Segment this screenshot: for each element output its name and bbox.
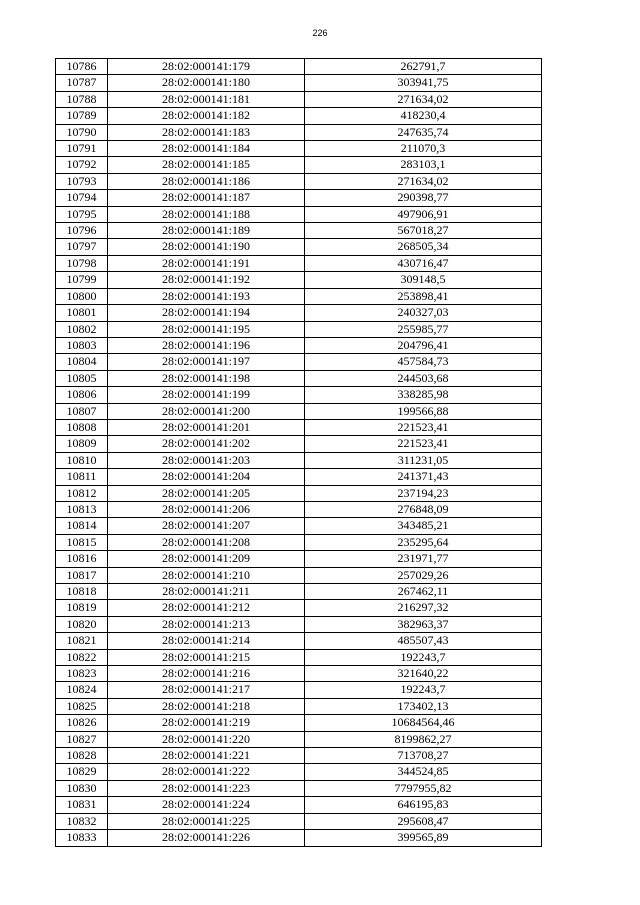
- row-number-cell: 10813: [56, 501, 108, 517]
- table-row: [56, 288, 542, 304]
- value-cell: 192243,7: [305, 682, 542, 698]
- table-row: [56, 534, 542, 550]
- value-cell: 7797955,82: [305, 780, 542, 796]
- cadastral-number-cell: 28:02:000141:204: [108, 469, 305, 485]
- cadastral-number-cell: 28:02:000141:187: [108, 190, 305, 206]
- row-number-cell: 10786: [56, 59, 108, 75]
- value-cell: 211070,3: [305, 141, 542, 157]
- row-number-cell: 10799: [56, 272, 108, 288]
- table-row: [56, 616, 542, 632]
- row-number-cell: 10807: [56, 403, 108, 419]
- table-row: [56, 337, 542, 353]
- table-row: [56, 436, 542, 452]
- cadastral-number-cell: 28:02:000141:213: [108, 616, 305, 632]
- value-cell: 235295,64: [305, 534, 542, 550]
- cadastral-number-cell: 28:02:000141:223: [108, 780, 305, 796]
- cadastral-number-cell: 28:02:000141:195: [108, 321, 305, 337]
- value-cell: 221523,41: [305, 419, 542, 435]
- value-cell: 257029,26: [305, 567, 542, 583]
- cadastral-table: [55, 58, 542, 847]
- table-row: [56, 124, 542, 140]
- cadastral-number-cell: 28:02:000141:182: [108, 108, 305, 124]
- value-cell: 485507,43: [305, 633, 542, 649]
- table-row: [56, 108, 542, 124]
- table-row: [56, 633, 542, 649]
- value-cell: 344524,85: [305, 764, 542, 780]
- value-cell: 241371,43: [305, 469, 542, 485]
- row-number-cell: 10819: [56, 600, 108, 616]
- cadastral-number-cell: 28:02:000141:202: [108, 436, 305, 452]
- cadastral-number-cell: 28:02:000141:185: [108, 157, 305, 173]
- cadastral-number-cell: 28:02:000141:190: [108, 239, 305, 255]
- table-row: [56, 731, 542, 747]
- cadastral-number-cell: 28:02:000141:206: [108, 501, 305, 517]
- value-cell: 173402,13: [305, 698, 542, 714]
- cadastral-number-cell: 28:02:000141:205: [108, 485, 305, 501]
- table-row: [56, 75, 542, 91]
- table-row: [56, 321, 542, 337]
- cadastral-number-cell: 28:02:000141:217: [108, 682, 305, 698]
- value-cell: 382963,37: [305, 616, 542, 632]
- table-row: [56, 764, 542, 780]
- value-cell: 231971,77: [305, 551, 542, 567]
- row-number-cell: 10828: [56, 748, 108, 764]
- cadastral-number-cell: 28:02:000141:211: [108, 584, 305, 600]
- value-cell: 303941,75: [305, 75, 542, 91]
- cadastral-number-cell: 28:02:000141:209: [108, 551, 305, 567]
- value-cell: 244503,68: [305, 370, 542, 386]
- table-row: [56, 682, 542, 698]
- cadastral-number-cell: 28:02:000141:201: [108, 419, 305, 435]
- table-row: [56, 59, 542, 75]
- value-cell: 10684564,46: [305, 715, 542, 731]
- cadastral-number-cell: 28:02:000141:198: [108, 370, 305, 386]
- table-row: [56, 370, 542, 386]
- cadastral-number-cell: 28:02:000141:193: [108, 288, 305, 304]
- cadastral-number-cell: 28:02:000141:208: [108, 534, 305, 550]
- cadastral-number-cell: 28:02:000141:189: [108, 223, 305, 239]
- table-row: [56, 649, 542, 665]
- table-row: [56, 157, 542, 173]
- value-cell: 311231,05: [305, 452, 542, 468]
- value-cell: 267462,11: [305, 584, 542, 600]
- cadastral-number-cell: 28:02:000141:226: [108, 830, 305, 846]
- value-cell: 713708,27: [305, 748, 542, 764]
- value-cell: 255985,77: [305, 321, 542, 337]
- table-row: [56, 666, 542, 682]
- cadastral-number-cell: 28:02:000141:196: [108, 337, 305, 353]
- value-cell: 247635,74: [305, 124, 542, 140]
- cadastral-number-cell: 28:02:000141:180: [108, 75, 305, 91]
- row-number-cell: 10788: [56, 91, 108, 107]
- table-row: [56, 91, 542, 107]
- row-number-cell: 10824: [56, 682, 108, 698]
- cadastral-number-cell: 28:02:000141:184: [108, 141, 305, 157]
- cadastral-number-cell: 28:02:000141:218: [108, 698, 305, 714]
- value-cell: 221523,41: [305, 436, 542, 452]
- cadastral-number-cell: 28:02:000141:186: [108, 173, 305, 189]
- value-cell: 271634,02: [305, 173, 542, 189]
- table-row: [56, 501, 542, 517]
- value-cell: 457584,73: [305, 354, 542, 370]
- row-number-cell: 10808: [56, 419, 108, 435]
- cadastral-number-cell: 28:02:000141:179: [108, 59, 305, 75]
- table-row: [56, 518, 542, 534]
- value-cell: 567018,27: [305, 223, 542, 239]
- row-number-cell: 10829: [56, 764, 108, 780]
- value-cell: 290398,77: [305, 190, 542, 206]
- cadastral-number-cell: 28:02:000141:212: [108, 600, 305, 616]
- value-cell: 271634,02: [305, 91, 542, 107]
- row-number-cell: 10818: [56, 584, 108, 600]
- table-row: [56, 272, 542, 288]
- row-number-cell: 10816: [56, 551, 108, 567]
- row-number-cell: 10814: [56, 518, 108, 534]
- table-row: [56, 584, 542, 600]
- table-row: [56, 698, 542, 714]
- value-cell: 497906,91: [305, 206, 542, 222]
- row-number-cell: 10830: [56, 780, 108, 796]
- table-row: [56, 173, 542, 189]
- row-number-cell: 10820: [56, 616, 108, 632]
- row-number-cell: 10826: [56, 715, 108, 731]
- row-number-cell: 10791: [56, 141, 108, 157]
- row-number-cell: 10821: [56, 633, 108, 649]
- table-row: [56, 141, 542, 157]
- table-row: [56, 239, 542, 255]
- row-number-cell: 10817: [56, 567, 108, 583]
- row-number-cell: 10797: [56, 239, 108, 255]
- row-number-cell: 10812: [56, 485, 108, 501]
- row-number-cell: 10810: [56, 452, 108, 468]
- table-row: [56, 354, 542, 370]
- row-number-cell: 10825: [56, 698, 108, 714]
- value-cell: 343485,21: [305, 518, 542, 534]
- cadastral-number-cell: 28:02:000141:183: [108, 124, 305, 140]
- row-number-cell: 10787: [56, 75, 108, 91]
- value-cell: 8199862,27: [305, 731, 542, 747]
- cadastral-number-cell: 28:02:000141:194: [108, 305, 305, 321]
- value-cell: 283103,1: [305, 157, 542, 173]
- table-row: [56, 419, 542, 435]
- row-number-cell: 10811: [56, 469, 108, 485]
- table-row: [56, 780, 542, 796]
- table-row: [56, 485, 542, 501]
- page-number: 226: [312, 28, 328, 38]
- value-cell: 295608,47: [305, 813, 542, 829]
- value-cell: 399565,89: [305, 830, 542, 846]
- value-cell: 240327,03: [305, 305, 542, 321]
- table-row: [56, 206, 542, 222]
- cadastral-number-cell: 28:02:000141:219: [108, 715, 305, 731]
- table-row: [56, 715, 542, 731]
- table-row: [56, 305, 542, 321]
- value-cell: 253898,41: [305, 288, 542, 304]
- cadastral-number-cell: 28:02:000141:192: [108, 272, 305, 288]
- row-number-cell: 10802: [56, 321, 108, 337]
- table-row: [56, 551, 542, 567]
- cadastral-number-cell: 28:02:000141:188: [108, 206, 305, 222]
- cadastral-number-cell: 28:02:000141:225: [108, 813, 305, 829]
- row-number-cell: 10801: [56, 305, 108, 321]
- value-cell: 646195,83: [305, 797, 542, 813]
- row-number-cell: 10833: [56, 830, 108, 846]
- value-cell: 276848,09: [305, 501, 542, 517]
- cadastral-number-cell: 28:02:000141:197: [108, 354, 305, 370]
- table-row: [56, 813, 542, 829]
- table-row: [56, 830, 542, 846]
- cadastral-number-cell: 28:02:000141:221: [108, 748, 305, 764]
- value-cell: 262791,7: [305, 59, 542, 75]
- table-row: [56, 567, 542, 583]
- cadastral-number-cell: 28:02:000141:181: [108, 91, 305, 107]
- row-number-cell: 10803: [56, 337, 108, 353]
- row-number-cell: 10822: [56, 649, 108, 665]
- row-number-cell: 10796: [56, 223, 108, 239]
- cadastral-number-cell: 28:02:000141:191: [108, 255, 305, 271]
- table-row: [56, 387, 542, 403]
- row-number-cell: 10815: [56, 534, 108, 550]
- row-number-cell: 10792: [56, 157, 108, 173]
- cadastral-number-cell: 28:02:000141:203: [108, 452, 305, 468]
- row-number-cell: 10790: [56, 124, 108, 140]
- table-row: [56, 469, 542, 485]
- cadastral-number-cell: 28:02:000141:216: [108, 666, 305, 682]
- value-cell: 338285,98: [305, 387, 542, 403]
- value-cell: 199566,88: [305, 403, 542, 419]
- cadastral-number-cell: 28:02:000141:207: [108, 518, 305, 534]
- row-number-cell: 10795: [56, 206, 108, 222]
- row-number-cell: 10805: [56, 370, 108, 386]
- value-cell: 192243,7: [305, 649, 542, 665]
- value-cell: 237194,23: [305, 485, 542, 501]
- value-cell: 321640,22: [305, 666, 542, 682]
- cadastral-number-cell: 28:02:000141:210: [108, 567, 305, 583]
- row-number-cell: 10823: [56, 666, 108, 682]
- value-cell: 268505,34: [305, 239, 542, 255]
- row-number-cell: 10794: [56, 190, 108, 206]
- cadastral-number-cell: 28:02:000141:220: [108, 731, 305, 747]
- value-cell: 216297,32: [305, 600, 542, 616]
- table-row: [56, 255, 542, 271]
- row-number-cell: 10793: [56, 173, 108, 189]
- cadastral-number-cell: 28:02:000141:215: [108, 649, 305, 665]
- value-cell: 430716,47: [305, 255, 542, 271]
- row-number-cell: 10804: [56, 354, 108, 370]
- cadastral-number-cell: 28:02:000141:214: [108, 633, 305, 649]
- value-cell: 309148,5: [305, 272, 542, 288]
- table-row: [56, 797, 542, 813]
- table-row: [56, 748, 542, 764]
- row-number-cell: 10800: [56, 288, 108, 304]
- row-number-cell: 10798: [56, 255, 108, 271]
- cadastral-number-cell: 28:02:000141:200: [108, 403, 305, 419]
- value-cell: 204796,41: [305, 337, 542, 353]
- row-number-cell: 10806: [56, 387, 108, 403]
- table-row: [56, 190, 542, 206]
- table-row: [56, 223, 542, 239]
- cadastral-number-cell: 28:02:000141:224: [108, 797, 305, 813]
- table-body: [56, 59, 542, 847]
- cadastral-number-cell: 28:02:000141:199: [108, 387, 305, 403]
- table-row: [56, 600, 542, 616]
- cadastral-number-cell: 28:02:000141:222: [108, 764, 305, 780]
- row-number-cell: 10831: [56, 797, 108, 813]
- table-row: [56, 452, 542, 468]
- table-row: [56, 403, 542, 419]
- row-number-cell: 10809: [56, 436, 108, 452]
- row-number-cell: 10832: [56, 813, 108, 829]
- row-number-cell: 10789: [56, 108, 108, 124]
- value-cell: 418230,4: [305, 108, 542, 124]
- row-number-cell: 10827: [56, 731, 108, 747]
